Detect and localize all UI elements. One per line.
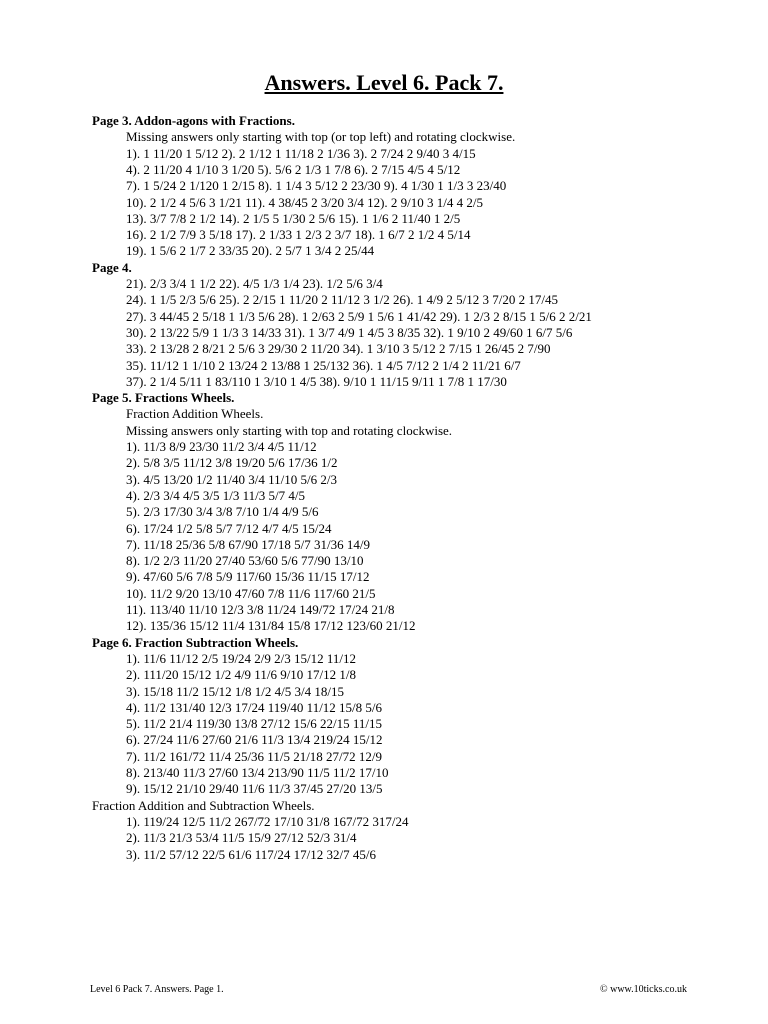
answer-line: 4). 11/2 131/40 12/3 17/24 119/40 11/12 15/8 5/6	[126, 699, 383, 715]
answer-line: Page 5. Fractions Wheels.	[92, 390, 235, 406]
answer-line: 16). 2 1/2 7/9 3 5/18 17). 2 1/33 1 2/3 2 3/7 18). 1 6/7 2 1/2 4 5/14	[126, 227, 471, 243]
footer-left: Level 6 Pack 7. Answers. Page 1.	[90, 984, 224, 995]
answer-line: 33). 2 13/28 2 8/21 2 5/6 3 29/30 2 11/20 34). 1 3/10 3 5/12 2 7/15 1 26/45 2 7/90	[126, 341, 551, 357]
answer-line: Page 6. Fraction Subtraction Wheels.	[92, 634, 299, 650]
answer-line: 37). 2 1/4 5/11 1 83/110 1 3/10 1 4/5 38). 9/10 1 11/15 9/11 1 7/8 1 17/30	[126, 373, 507, 389]
answer-line: 8). 213/40 11/3 27/60 13/4 213/90 11/5 11/2 17/10	[126, 765, 389, 780]
answer-line: 6). 27/24 11/6 27/60 21/6 11/3 13/4 219/24 15/12	[126, 732, 383, 748]
answer-line: 24). 1 1/5 2/3 5/6 25). 2 2/15 1 11/20 2 11/12 3 1/2 26). 1 4/9 2 5/12 3 7/20 2 17/45	[126, 292, 559, 308]
answer-line: 2). 5/8 3/5 11/12 3/8 19/20 5/6 17/36 1/2	[126, 455, 338, 471]
answer-line: 5). 11/2 21/4 119/30 13/8 27/12 15/6 22/15 11/15	[126, 716, 383, 732]
answer-line: Page 3. Addon-agons with Fractions.	[92, 113, 295, 128]
answer-line: 4). 2 11/20 4 1/10 3 1/20 5). 5/6 2 1/3 1 7/8 6). 2 7/15 4/5 4 5/12	[126, 161, 461, 177]
answer-line: 30). 2 13/22 5/9 1 1/3 3 14/33 31). 1 3/7 4/9 1 4/5 3 8/35 32). 1 9/10 2 49/60 1 6/7 5/6	[126, 324, 573, 340]
answer-line: 27). 3 44/45 2 5/18 1 1/3 5/6 28). 1 2/63 2 5/9 1 5/6 1 41/42 29). 1 2/3 2 8/15 1 5/6 2 2/21	[126, 308, 592, 324]
answer-line: 35). 11/12 1 1/10 2 13/24 2 13/88 1 25/132 36). 1 4/5 7/12 2 1/4 2 11/21 6/7	[126, 357, 521, 373]
answer-line: 3). 15/18 11/2 15/12 1/8 1/2 4/5 3/4 18/15	[126, 683, 344, 699]
answer-line: 10). 11/2 9/20 13/10 47/60 7/8 11/6 117/60 21/5	[126, 585, 376, 601]
answer-line: 1). 11/6 11/12 2/5 19/24 2/9 2/3 15/12 11/12	[126, 650, 357, 666]
answer-line: 9). 15/12 21/10 29/40 11/6 11/3 37/45 27/20 13/5	[126, 781, 383, 797]
answer-line: 1). 1 11/20 1 5/12 2). 2 1/12 1 11/18 2 1/36 3). 2 7/24 2 9/40 3 4/15	[126, 145, 476, 161]
answer-line: Missing answers only starting with top (or top left) and rotating clockwise.	[126, 129, 516, 145]
answer-line: 3). 11/2 57/12 22/5 61/6 117/24 17/12 32/7 45/6	[126, 846, 377, 862]
answer-line: Fraction Addition Wheels.	[126, 406, 264, 422]
answer-line: 10). 2 1/2 4 5/6 3 1/21 11). 4 38/45 2 3/20 3/4 12). 2 9/10 3 1/4 4 2/5	[126, 194, 484, 210]
answer-line: 8). 1/2 2/3 11/20 27/40 53/60 5/6 77/90 13/10	[126, 553, 364, 569]
answer-line: 1). 119/24 12/5 11/2 267/72 17/10 31/8 167/72 317/24	[126, 813, 409, 829]
answer-line: 1). 11/3 8/9 23/30 11/2 3/4 4/5 11/12	[126, 439, 317, 454]
answer-line: 7). 1 5/24 2 1/120 1 2/15 8). 1 1/4 3 5/12 2 23/30 9). 4 1/30 1 1/3 3 23/40	[126, 178, 507, 194]
answer-line: 6). 17/24 1/2 5/8 5/7 7/12 4/7 4/5 15/24	[126, 520, 332, 536]
answer-line: 7). 11/2 161/72 11/4 25/36 11/5 21/18 27/72 12/9	[126, 748, 383, 764]
answer-line: 13). 3/7 7/8 2 1/2 14). 2 1/5 5 1/30 2 5/6 15). 1 1/6 2 11/40 1 2/5	[126, 210, 461, 226]
answer-line: 7). 11/18 25/36 5/8 67/90 17/18 5/7 31/36 14/9	[126, 536, 370, 552]
footer-right: © www.10ticks.co.uk	[600, 984, 687, 995]
answer-line: 11). 113/40 11/10 12/3 3/8 11/24 149/72 17/24 21/8	[126, 602, 395, 617]
answer-line: Page 4.	[92, 259, 132, 275]
answer-line: 12). 135/36 15/12 11/4 131/84 15/8 17/12 123/60 21/12	[126, 618, 416, 634]
answer-line: Fraction Addition and Subtraction Wheels.	[92, 797, 315, 813]
answer-line: 19). 1 5/6 2 1/7 2 33/35 20). 2 5/7 1 3/4 2 25/44	[126, 243, 375, 259]
answer-line: 3). 4/5 13/20 1/2 11/40 3/4 11/10 5/6 2/3	[126, 471, 338, 487]
answer-line: Missing answers only starting with top and rotating clockwise.	[126, 422, 453, 438]
answer-line: 21). 2/3 3/4 1 1/2 22). 4/5 1/3 1/4 23). 1/2 5/6 3/4	[126, 276, 383, 291]
answer-line: 5). 2/3 17/30 3/4 3/8 7/10 1/4 4/9 5/6	[126, 504, 319, 520]
answer-line: 4). 2/3 3/4 4/5 3/5 1/3 11/3 5/7 4/5	[126, 487, 305, 503]
page-title: Answers. Level 6. Pack 7.	[264, 70, 504, 95]
answer-line: 2). 11/3 21/3 53/4 11/5 15/9 27/12 52/3 31/4	[126, 830, 357, 846]
answer-line: 9). 47/60 5/6 7/8 5/9 117/60 15/36 11/15 17/12	[126, 569, 370, 585]
answer-line: 2). 111/20 15/12 1/2 4/9 11/6 9/10 17/12 1/8	[126, 667, 357, 683]
